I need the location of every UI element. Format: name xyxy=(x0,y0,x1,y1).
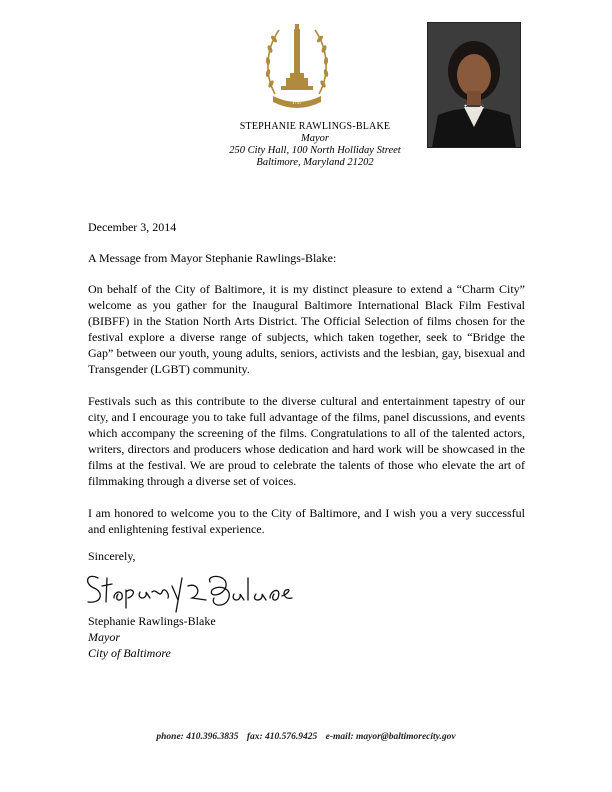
address-line-2: Baltimore, Maryland 21202 xyxy=(256,157,374,168)
signer-name: Stephanie Rawlings-Blake xyxy=(88,614,216,628)
mayor-title: Mayor xyxy=(301,133,329,144)
mayor-name-heading: STEPHANIE RAWLINGS-BLAKE xyxy=(239,121,391,132)
letter-paragraph-2: Festivals such as this contribute to the diverse cultural and entertainment tapestry of our city, and I encourage you to take full advantage of the films, panel discussions, and events which accompany the screening of the films. Congratulations to all of the talented actors, writers, directors and producers whose dedication and hard work will be showcased in the films at the festival. We are proud to celebrate the talents of those who elevate the art of filmmaking through a diverse set of voices. xyxy=(88,394,525,488)
footer-email: e-mail: mayor@baltimorecity.gov xyxy=(325,732,456,742)
letter-paragraph-1: On behalf of the City of Baltimore, it is my distinct pleasure to extend a “Charm City” welcome as you gather for the Inaugural Baltimore International Black Film Festival (BIBFF) in the Station North Arts District. The Official Selection of films chosen for the festival explore a diverse range of subjects, which taken together, seek to “Bridge the Gap” between our youth, young adults, seniors, activists and the lesbian, gay, bisexual and Transgender (LGBT) community. xyxy=(88,282,525,376)
letter-date: December 3, 2014 xyxy=(88,220,177,234)
handwritten-signature xyxy=(78,564,328,616)
signer-organization: City of Baltimore xyxy=(88,646,171,660)
letter-paragraph-3: I am honored to welcome you to the City of Baltimore, and I wish you a very successful and enlightening festival experience. xyxy=(88,506,525,536)
letter-closing: Sincerely, xyxy=(88,549,136,563)
seal-year: 1797 xyxy=(292,101,302,106)
signer-title: Mayor xyxy=(88,630,120,644)
footer-phone: phone: 410.396.3835 xyxy=(156,732,239,742)
footer-fax: fax: 410.576.9425 xyxy=(246,732,318,742)
letter-greeting: A Message from Mayor Stephanie Rawlings-Blake: xyxy=(88,251,337,265)
footer-contact xyxy=(0,732,612,742)
letterhead xyxy=(190,121,440,169)
signature-block xyxy=(88,613,216,661)
city-seal-icon xyxy=(261,16,333,112)
address-line-1: 250 City Hall, 100 North Holliday Street xyxy=(229,145,401,156)
mayor-portrait-photo xyxy=(427,22,521,148)
